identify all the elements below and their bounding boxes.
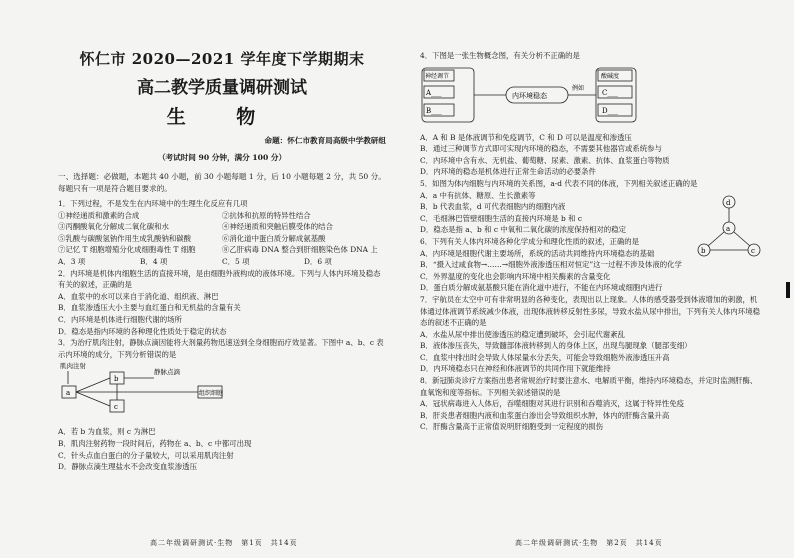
q3-diagram	[58, 360, 378, 422]
option: C．肝酶含量高于正常值说明肝细胞受到一定程度的损伤	[420, 422, 604, 432]
subject-title: 生 物	[166, 106, 278, 128]
exam-subtitle: 高二教学质量调研测试	[137, 78, 307, 98]
concept-a: A___	[426, 88, 442, 97]
option: D．6 项	[304, 256, 332, 266]
option: D．内环境稳态只在神经和体液调节的共同作用下就能维持	[420, 364, 611, 374]
question-5: 5．如图为体内细胞与内环境的关系图，a-d 代表不同的体液，下列相关叙述正确的是	[420, 178, 698, 188]
concept-right-top: 酸碱度	[601, 72, 620, 80]
q4-concept-map	[420, 62, 720, 128]
diagram-node-a: a	[66, 389, 71, 398]
option: B．“摄入过咸食物→……→细胞外液渗透压相对恒定”这一过程不涉及体液的化学	[420, 260, 682, 270]
q5-triangle-diagram	[694, 194, 764, 258]
diagram-node-cells: 组织细胞	[199, 390, 224, 398]
question-6: 6．下列有关人体内环境各种化学成分和理化性质的叙述，正确的是	[420, 236, 640, 246]
option: B．b 代表血浆，d 可代表细胞内的细胞内液	[420, 202, 566, 212]
question-4: 4．下图是一张生物概念图，有关分析不正确的是	[420, 51, 580, 60]
option: B．4 项	[140, 256, 168, 266]
option: C．针头点血白蛋白的分子量较大，可以采用肌肉注射	[58, 450, 234, 460]
option: A．内环境是细胞代谢主要场所，系统的活动共同维持内环境稳态的基础	[420, 248, 655, 258]
option: A．A 和 B 是体液调节和免疫调节，C 和 D 可以是温度和渗透压	[420, 132, 632, 142]
concept-d: D___	[602, 106, 619, 115]
option: A．冠状病毒进入人体后，吞噬细胞对其进行识别和吞噬消灭，这属于特异性免疫	[420, 399, 685, 409]
diagram-label-inject: 静脉点滴	[154, 368, 180, 377]
q1-items-row: ①神经递质和激素的合成 ②抗体和抗原的特异性结合	[58, 210, 311, 220]
concept-left-top: 神经调节	[425, 72, 450, 80]
concept-b: B___	[426, 106, 442, 115]
option: D．蛋白质分解成氨基酸只能在消化道中进行，不能在内环境或细胞内进行	[420, 283, 663, 293]
concept-c: C___	[602, 88, 618, 97]
q1-options	[58, 256, 386, 268]
option: D．静脉点滴生理盐水不会改变血浆渗透压	[58, 462, 197, 472]
section-heading: 一、选择题：必做题，本题共 40 小题，前 30 小题每题 1 分，后 10 小题每题 2 分，共 50 分。每题只有一项是符合题目要求的。	[58, 172, 386, 193]
page-footer: 高二年级调研测试·生物 第1页 共14页	[150, 539, 298, 547]
author-line: 命题：怀仁市教育局高级中学教研组	[264, 136, 386, 145]
exam-meta: （考试时间 90 分钟，满分 100 分）	[157, 153, 287, 162]
option: C．5 项	[222, 256, 250, 266]
option: B．肝炎患者细胞内液和血浆蛋白渗出会导致组织水肿，体内的肝酶含量升高	[420, 410, 670, 420]
option: C．血浆中排出时会导致人体尿量水分丢失，可能会导致细胞外液渗透压升高	[420, 352, 670, 362]
tri-node-c: c	[751, 246, 755, 255]
q1-items-row: ⑦记忆 T 细胞增殖分化成细胞毒性 T 细胞 ⑧乙肝病毒 DNA 整合到肝细胞染色体 DNA 上	[58, 245, 378, 255]
page-footer: 高二年级调研测试·生物 第2页 共14页	[515, 539, 663, 547]
option: D．内环境的稳态是机体进行正常生命活动的必要条件	[420, 167, 596, 177]
question-7: 7．宇航员在太空中可有非常明显的各种变化，表现出以上现象。人体的感受器受到体液增加的刺激，机体通过体液调节系统减少体液，出现体液转移反射性多尿，导致水盐从尿中排出，下列有关人体内环境稳态的叙述不正确的是	[420, 294, 760, 328]
diagram-node-c: c	[114, 403, 118, 412]
q1-items-row: ⑤乳酸与碳酸氢钠作用生成乳酸钠和碳酸 ⑥消化道中蛋白质分解成氨基酸	[58, 233, 326, 243]
option: A．a 中有抗体、糖原、生长激素等	[420, 190, 536, 200]
question-3: 3．为治疗肌肉注射，静脉点滴因能将大剂量药物迅速送到全身细胞而疗效显著。下图中 a、b、c 表示内环境的成分，下列分析错误的是	[58, 338, 384, 359]
option: D．稳态是指 a、b 和 c 中氧和二氧化碳的浓度保持相对的稳定	[420, 225, 626, 235]
option: C．内环境是机体进行细胞代谢的场所	[58, 314, 182, 324]
page-2	[400, 0, 794, 558]
option: D．稳态是指内环境的各种理化性质处于稳定的状态	[58, 326, 227, 336]
concept-link: 例如	[572, 84, 585, 92]
option: B．液体渗压丧失，导致髓部体液转移到人的身体上区，出现鸟腿现象（腿部变细）	[420, 341, 692, 351]
diagram-label-start: 肌肉注射	[60, 362, 86, 371]
option: B．血浆渗透压大小主要与血红蛋白和无机盐的含量有关	[58, 303, 241, 313]
q1-items-row: ③丙酮酸氧化分解成二氧化碳和水 ④神经递质和突触后膜受体的结合	[58, 222, 333, 232]
concept-center: 内环境稳态	[512, 91, 547, 100]
tri-node-b: b	[701, 246, 706, 255]
question-2: 2．内环境是机体内细胞生活的直接环境，是由细胞外液构成的液体环境。下列与人体内环境及稳态有关的叙述，正确的是	[58, 268, 381, 290]
option: B．通过三种调节方式即可实现内环境的稳态，不需要其他器官或系统参与	[420, 144, 662, 154]
option: C．毛细淋巴管壁细胞生活的直接内环境是 b 和 c	[420, 213, 582, 223]
option: A．血浆中的水可以来自于消化道、组织液、淋巴	[58, 291, 219, 301]
option: A．水盐从尿中排出使渗透压的稳定遭到破坏，会引起代谢紊乱	[420, 329, 625, 339]
question-8: 8．新冠肺炎诊疗方案指出患者常规治疗时要注意水、电解质平衡，维持内环境稳态，并定时监测肝酶、血氧饱和度等指标。下列相关叙述错误的是	[420, 376, 758, 397]
exam-title: 怀仁市 2020—2021 学年度下学期期末	[79, 50, 365, 68]
option: B．肌肉注射药物一段时间后，药物在 a、b、c 中都可出现	[58, 438, 252, 448]
tri-node-d: d	[726, 198, 731, 207]
option: C．内环境中含有水、无机盐、葡萄糖、尿素、激素、抗体、血浆蛋白等物质	[420, 155, 670, 165]
tri-node-a: a	[726, 224, 731, 233]
option: C．外界温度的变化也会影响内环境中相关酶素的含量变化	[420, 271, 611, 281]
diagram-node-b: b	[114, 375, 119, 384]
option: A．若 b 为血浆，则 c 为淋巴	[58, 427, 156, 437]
question-1: 1．下列过程，不是发生在内环境中的生理生化反应有几项	[58, 199, 248, 208]
option: A．3 项	[58, 256, 86, 266]
scan-edge-mark	[786, 282, 790, 298]
